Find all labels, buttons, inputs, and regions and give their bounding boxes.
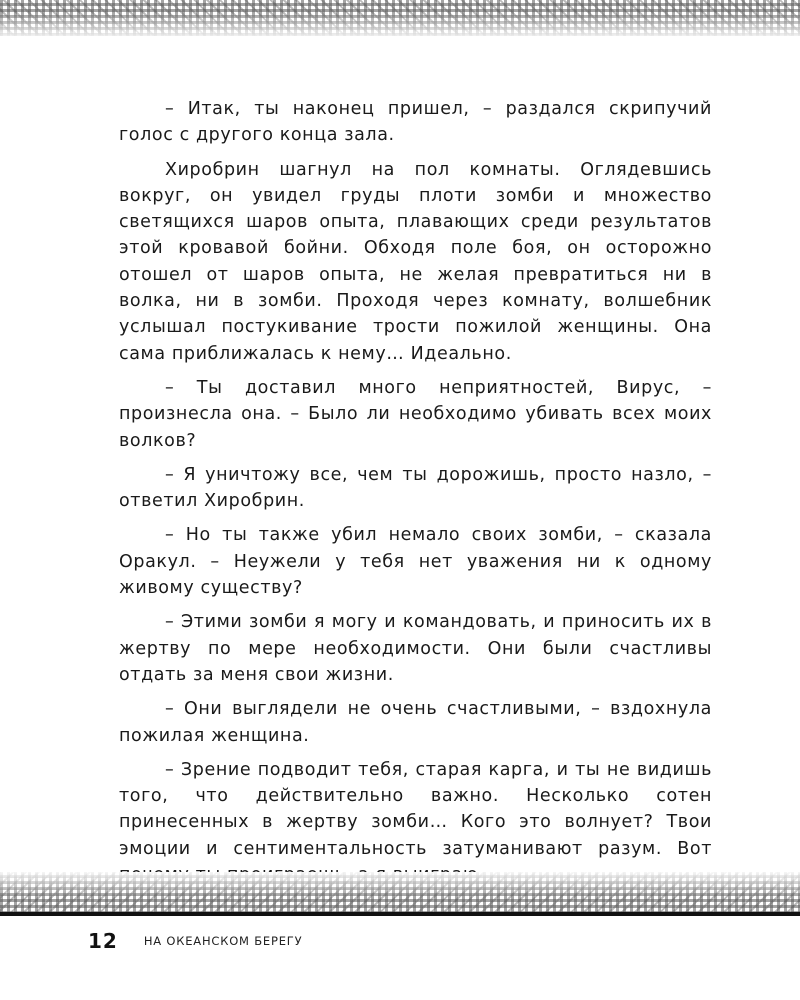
paragraph: – Они выглядели не очень счастливыми, – вздохнула пожилая женщина.: [119, 699, 712, 746]
body-text: [119, 96, 712, 896]
top-pixel-border: [0, 0, 800, 36]
paragraph: – Ты доставил много неприятностей, Вирус, – произнесла она. – Было ли необходимо убивать всех моих волков?: [119, 377, 712, 451]
paragraph: – Я уничтожу все, чем ты дорожишь, просто назло, – ответил Хиробрин.: [119, 464, 712, 512]
paragraph: Хиробрин шагнул на пол комнаты. Оглядевшись вокруг, он увидел груды плоти зомби и множество светящихся шаров опыта, плавающих среди результатов этой кровавой бойни. Обходя поле боя, он осторожно отошел от шаров опыта, не желая превратиться ни в волка, ни в зомби. Проходя через комнату, волшебник услышал постукивание трости пожилой женщины. Она сама приближалась к нему… Идеально.: [119, 159, 712, 364]
page-number: 12: [88, 929, 118, 953]
paragraph: – Итак, ты наконец пришел, – раздался скрипучий голос с другого конца зала.: [119, 99, 712, 146]
paragraph: – Этими зомби я могу и командовать, и приносить их в жертву по мере необходимости. Они были счастливы отдать за меня свои жизни.: [119, 612, 712, 685]
bottom-pixel-border: [0, 872, 800, 914]
running-title: НА ОКЕАНСКОМ БЕРЕГУ: [143, 934, 303, 948]
paragraph: – Зрение подводит тебя, старая карга, и ты не видишь того, что действительно важно. Несколько сотен принесенных в жертву зомби… Кого это волнует? Твои эмоции и сентиментальность затуманивают разум. Вот: [119, 759, 712, 859]
footer-rule: [0, 912, 800, 916]
paragraph: – Но ты также убил немало своих зомби, – сказала Оракул. – Неужели у тебя нет уважения ни к одному живому существу?: [119, 525, 712, 599]
page-footer: [88, 928, 302, 954]
